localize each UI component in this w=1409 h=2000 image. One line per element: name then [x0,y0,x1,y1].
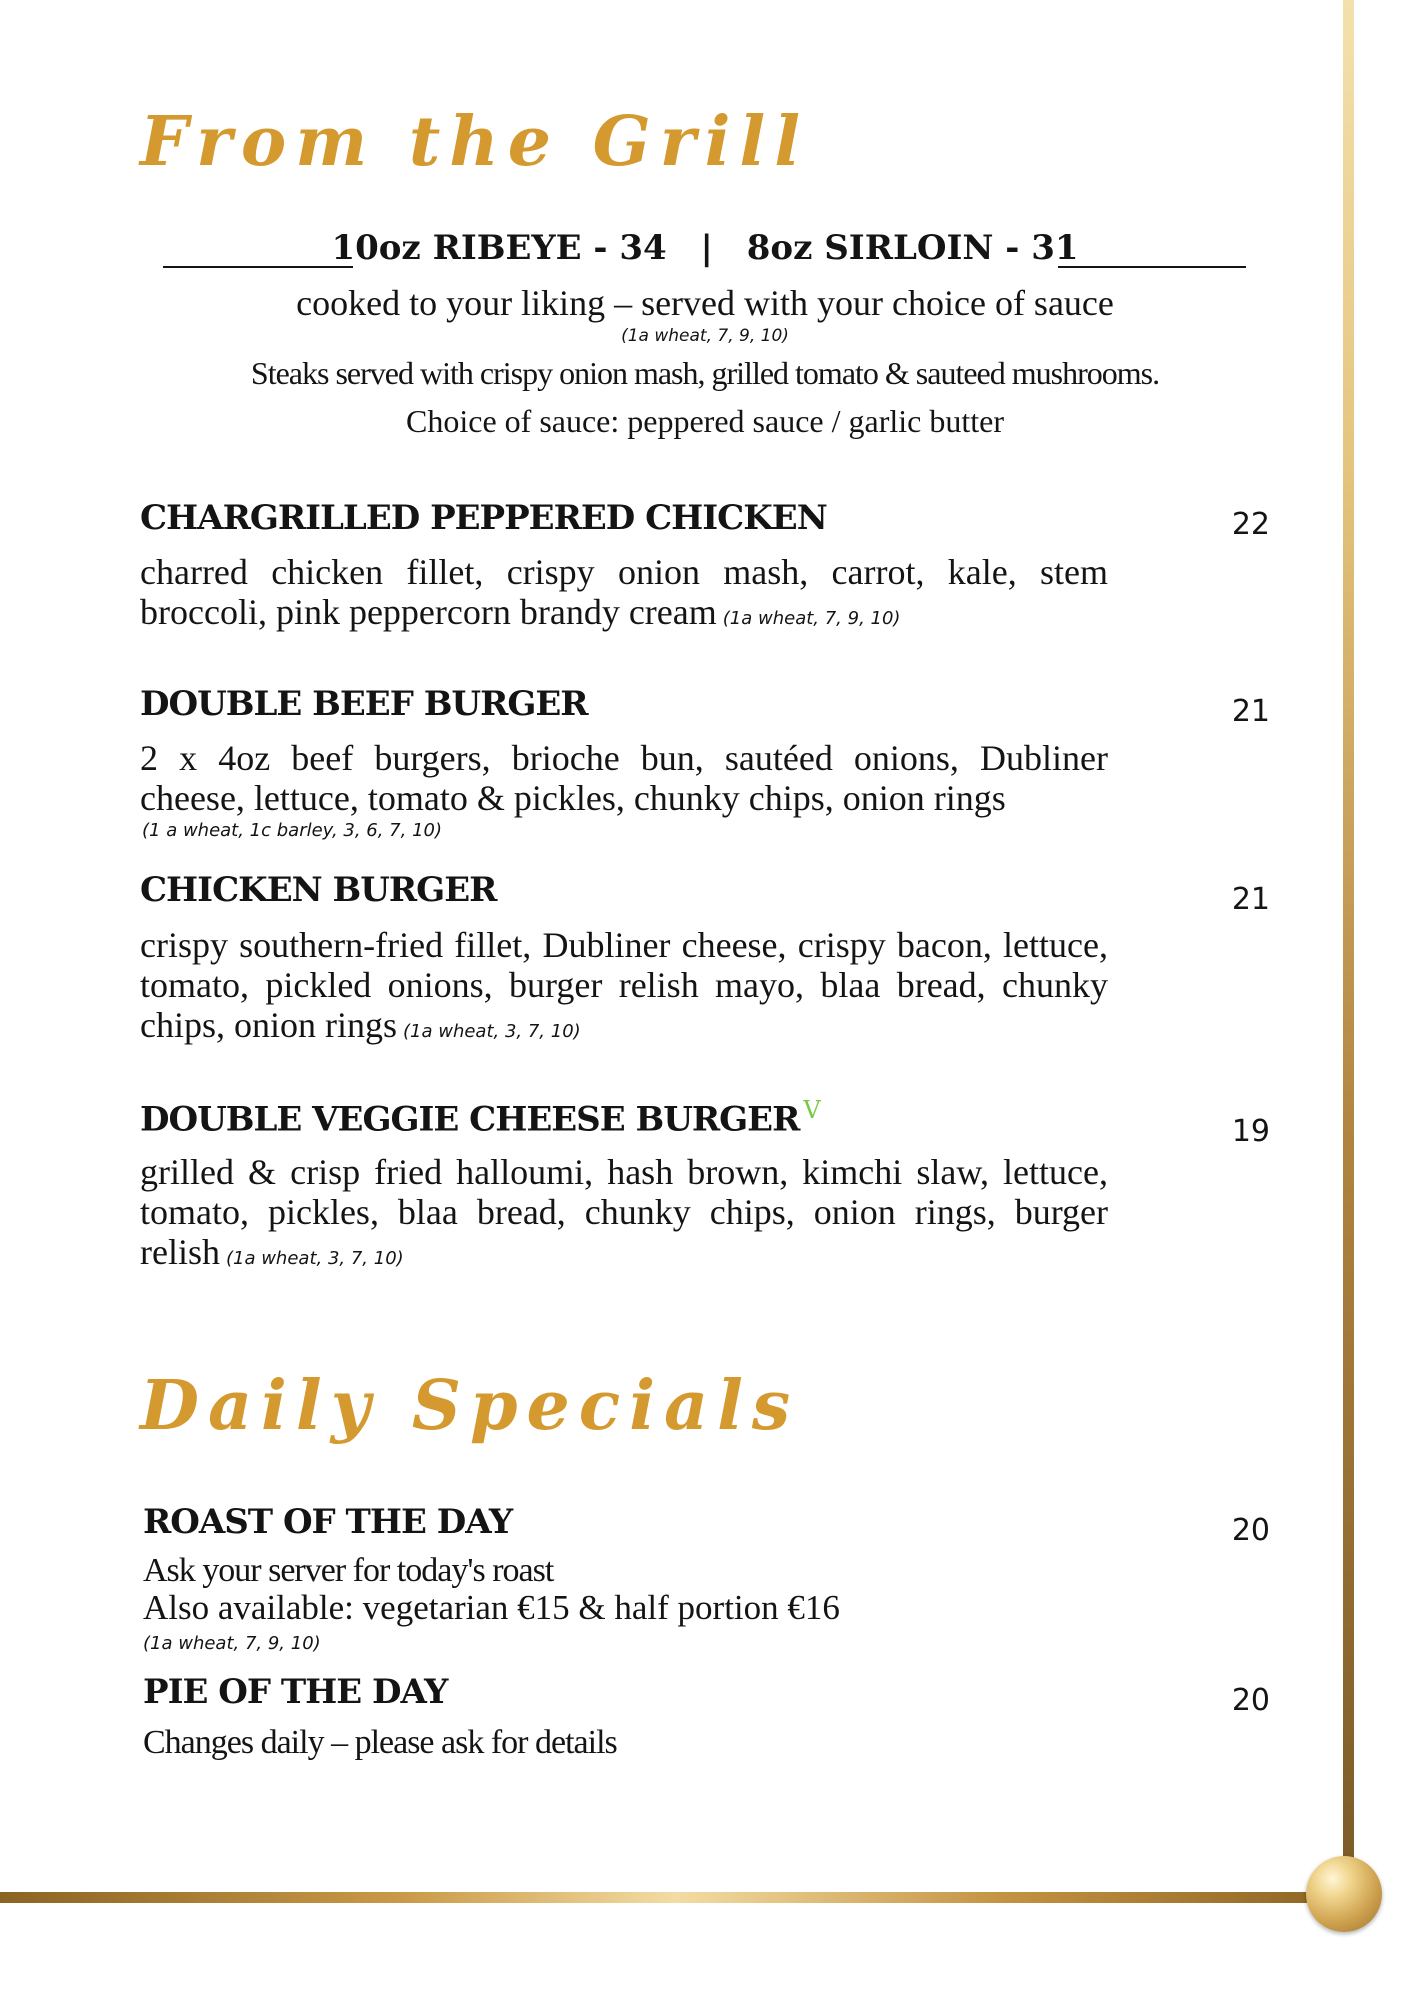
item-allergens: (1a wheat, 3, 7, 10) [403,1021,581,1042]
item-name-row [140,1096,821,1140]
steak-heading [160,228,1250,269]
section-title-grill: From the Grill [140,102,810,182]
vegetarian-mark: V [803,1096,821,1124]
item-allergens: (1a wheat, 7, 9, 10) [722,608,901,629]
item-name: CHICKEN BURGER [140,870,497,910]
item-name: DOUBLE VEGGIE CHEESE BURGER [140,1099,800,1140]
special-description-line: Changes daily – please ask for details [143,1724,617,1761]
item-description-text: charred chicken fillet, crispy onion mash, carrot, kale, stem broccoli, pink peppercorn brandy cream [140,552,1108,632]
item-description: 2 x 4oz beef burgers, brioche bun, sautéed onions, Dubliner cheese, lettuce, tomato & pickles, chunky chips, onion rings [140,738,1108,818]
gold-border-bottom [0,1892,1350,1903]
steak-subtitle: cooked to your liking – served with your choice of sauce [296,283,1114,323]
steak-sides: Steaks served with crispy onion mash, grilled tomato & sauteed mushrooms. [250,355,1160,391]
item-description-text: crispy southern-fried fillet, Dubliner cheese, crispy bacon, lettuce, tomato, pickled onions, burger relish mayo, blaa bread, chunky chips, onion rings [140,925,1108,1045]
ribeye-label: 10oz RIBEYE - 34 [331,228,667,268]
special-description-line: Ask your server for today's roast [143,1552,554,1589]
item-price: 21 [1231,694,1270,729]
item-price: 19 [1231,1114,1270,1149]
gold-border-right [1343,0,1354,1900]
item-description-text: grilled & crisp fried halloumi, hash brown, kimchi slaw, lettuce, tomato, pickles, blaa bread, chunky chips, onion rings, burger relish [140,1152,1108,1272]
sirloin-label: 8oz SIRLOIN - 31 [746,228,1079,268]
item-price: 21 [1231,882,1270,917]
section-title-specials: Daily Specials [140,1366,800,1446]
item-price: 22 [1231,507,1270,542]
gold-orb-ornament [1306,1856,1382,1932]
steak-sauce-choice: Choice of sauce: peppered sauce / garlic butter [406,403,1004,439]
item-description [140,1152,1108,1279]
item-description [140,552,1108,639]
item-name: CHARGRILLED PEPPERED CHICKEN [140,498,827,538]
steak-allergens: (1a wheat, 7, 9, 10) [621,326,789,346]
steak-separator: | [700,228,713,268]
item-description [140,925,1108,1052]
item-allergens: (1 a wheat, 1c barley, 3, 6, 7, 10) [142,820,442,841]
item-allergens: (1a wheat, 3, 7, 10) [225,1248,404,1269]
special-price: 20 [1231,1683,1270,1718]
special-name: ROAST OF THE DAY [143,1502,513,1542]
special-description-line: Also available: vegetarian €15 & half portion €16 [143,1588,840,1627]
item-name: DOUBLE BEEF BURGER [140,684,588,724]
special-price: 20 [1231,1513,1270,1548]
special-allergens: (1a wheat, 7, 9, 10) [143,1633,321,1654]
special-name: PIE OF THE DAY [143,1672,448,1712]
